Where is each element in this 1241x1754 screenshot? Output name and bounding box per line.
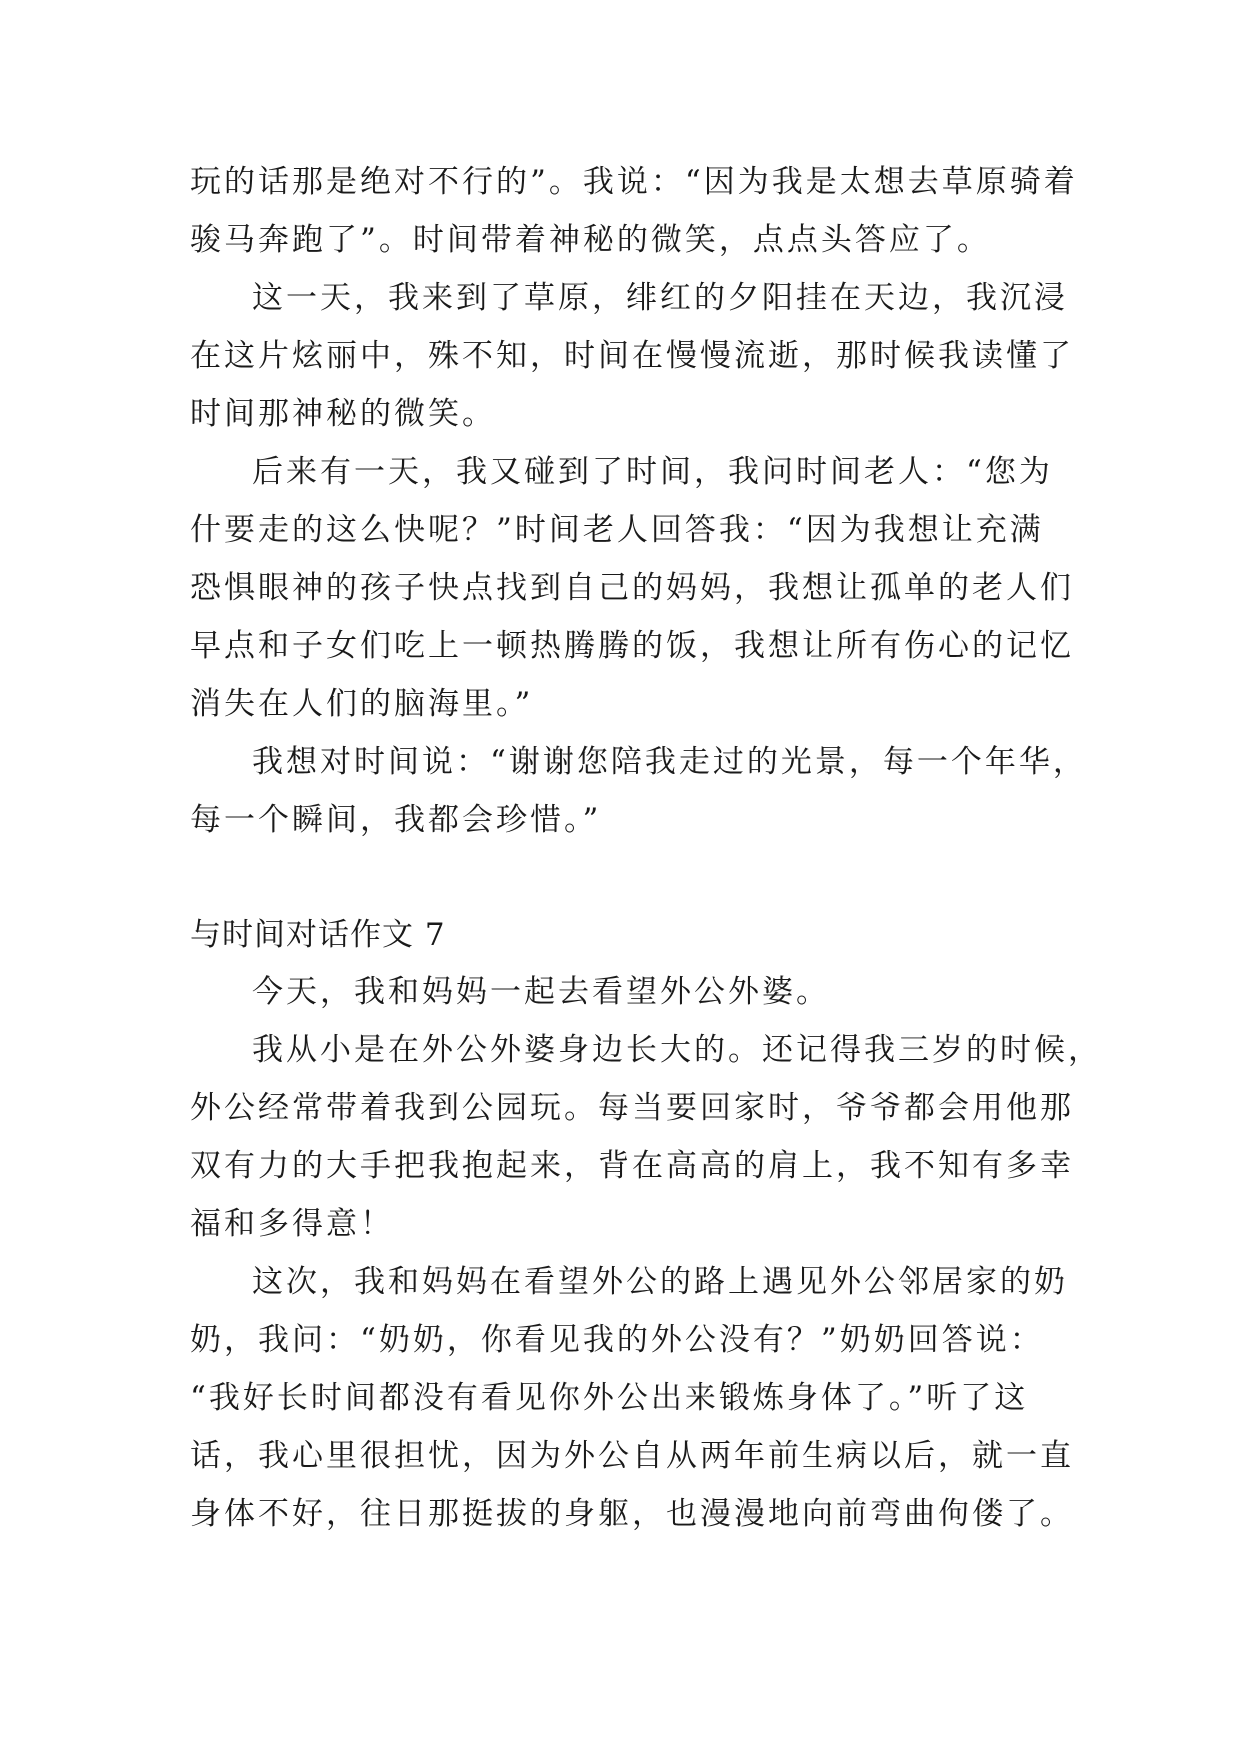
paragraph-line: 骏马奔跑了”。时间带着神秘的微笑，点点头答应了。 xyxy=(190,222,991,258)
paragraph-line: 什要走的这么快呢？”时间老人回答我：“因为我想让充满 xyxy=(190,512,1044,548)
paragraph-line: 消失在人们的脑海里。” xyxy=(190,686,534,722)
paragraph-line: 时间那神秘的微笑。 xyxy=(190,396,496,432)
section-title: 与时间对话作文 7 xyxy=(190,917,446,953)
paragraph-line: 我从小是在外公外婆身边长大的。还记得我三岁的时候， xyxy=(252,1032,1102,1068)
paragraph-line: 身体不好，往日那挺拔的身躯，也漫漫地向前弯曲佝偻了。 xyxy=(190,1496,1074,1532)
paragraph-line: 双有力的大手把我抱起来，背在高高的肩上，我不知有多幸 xyxy=(190,1148,1074,1184)
paragraph-line: 玩的话那是绝对不行的”。我说：“因为我是太想去草原骑着 xyxy=(190,164,1078,200)
paragraph-line: 在这片炫丽中，殊不知，时间在慢慢流逝，那时候我读懂了 xyxy=(190,338,1074,374)
paragraph-line: 这次，我和妈妈在看望外公的路上遇见外公邻居家的奶 xyxy=(252,1264,1068,1300)
paragraph-line: 外公经常带着我到公园玩。每当要回家时，爷爷都会用他那 xyxy=(190,1090,1074,1126)
paragraph-line: 每一个瞬间，我都会珍惜。” xyxy=(190,802,602,838)
paragraph-line: 早点和子女们吃上一顿热腾腾的饭，我想让所有伤心的记忆 xyxy=(190,628,1074,664)
paragraph-line: 奶，我问：“奶奶，你看见我的外公没有？”奶奶回答说： xyxy=(190,1322,1044,1358)
paragraph-line: 今天，我和妈妈一起去看望外公外婆。 xyxy=(252,974,830,1010)
paragraph-line: 这一天，我来到了草原，绯红的夕阳挂在天边，我沉浸 xyxy=(252,280,1068,316)
paragraph-line: “我好长时间都没有看见你外公出来锻炼身体了。”听了这 xyxy=(190,1380,1029,1416)
paragraph-line: 我想对时间说：“谢谢您陪我走过的光景，每一个年华， xyxy=(252,744,1087,780)
paragraph-line: 恐惧眼神的孩子快点找到自己的妈妈，我想让孤单的老人们 xyxy=(190,570,1074,606)
paragraph-line: 话，我心里很担忧，因为外公自从两年前生病以后，就一直 xyxy=(190,1438,1074,1474)
paragraph-line: 福和多得意！ xyxy=(190,1206,394,1242)
paragraph-line: 后来有一天，我又碰到了时间，我问时间老人：“您为 xyxy=(252,454,1053,490)
